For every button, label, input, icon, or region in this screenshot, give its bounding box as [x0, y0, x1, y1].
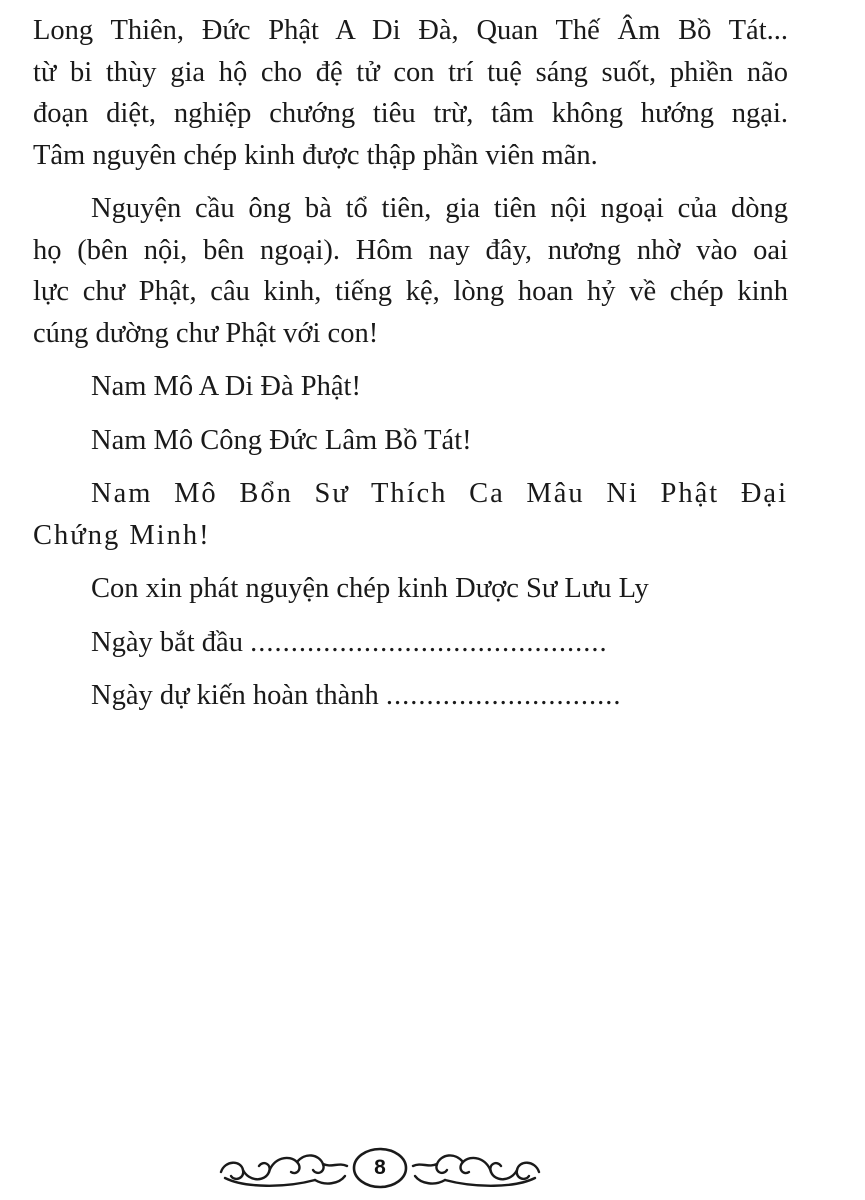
- start-date-label: Ngày bắt đầu: [91, 626, 243, 658]
- text-line: Tâm nguyên chép kinh được thập phần viên mãn.: [33, 139, 598, 171]
- invocation-shakyamuni: [33, 473, 788, 556]
- end-date-blank: .............................: [385, 680, 622, 711]
- end-date-line: [33, 675, 788, 717]
- text-line: đoạn diệt, nghiệp chướng tiêu trừ, tâm không hướng ngại.: [33, 98, 788, 129]
- start-date-line: [33, 622, 788, 664]
- text-line: lực chư Phật, câu kinh, tiếng kệ, lòng hoan hỷ về chép kinh: [33, 276, 788, 307]
- paragraph-2: [33, 188, 788, 354]
- paragraph-1: [33, 10, 788, 176]
- vow-line: Con xin phát nguyện chép kinh Dược Sư Lưu Ly: [91, 573, 649, 604]
- page-body: [33, 10, 788, 717]
- text-line: Nam Mô Bổn Sư Thích Ca Mâu Ni Phật Đại: [91, 478, 788, 509]
- start-date-blank: ............................................: [250, 626, 608, 658]
- text-line: từ bi thùy gia hộ cho đệ tử con trí tuệ sáng suốt, phiền não: [33, 56, 788, 88]
- text-line: cúng dường chư Phật với con!: [33, 317, 379, 349]
- invocation-amitabha: Nam Mô A Di Đà Phật!: [91, 371, 361, 402]
- text-line: Nguyện cầu ông bà tổ tiên, gia tiên nội ngoại của dòng: [91, 193, 788, 224]
- text-line: Long Thiên, Đức Phật A Di Đà, Quan Thế Âm Bồ Tát...: [33, 15, 788, 46]
- page-footer: [215, 1142, 545, 1194]
- text-line: họ (bên nội, bên ngoại). Hôm nay đây, nương nhờ vào oai: [33, 234, 788, 266]
- text-line: Chứng Minh!: [33, 519, 211, 551]
- end-date-label: Ngày dự kiến hoàn thành: [91, 680, 379, 711]
- page-number: 8: [374, 1156, 386, 1179]
- invocation-cong-duc-lam: Nam Mô Công Đức Lâm Bồ Tát!: [91, 424, 472, 456]
